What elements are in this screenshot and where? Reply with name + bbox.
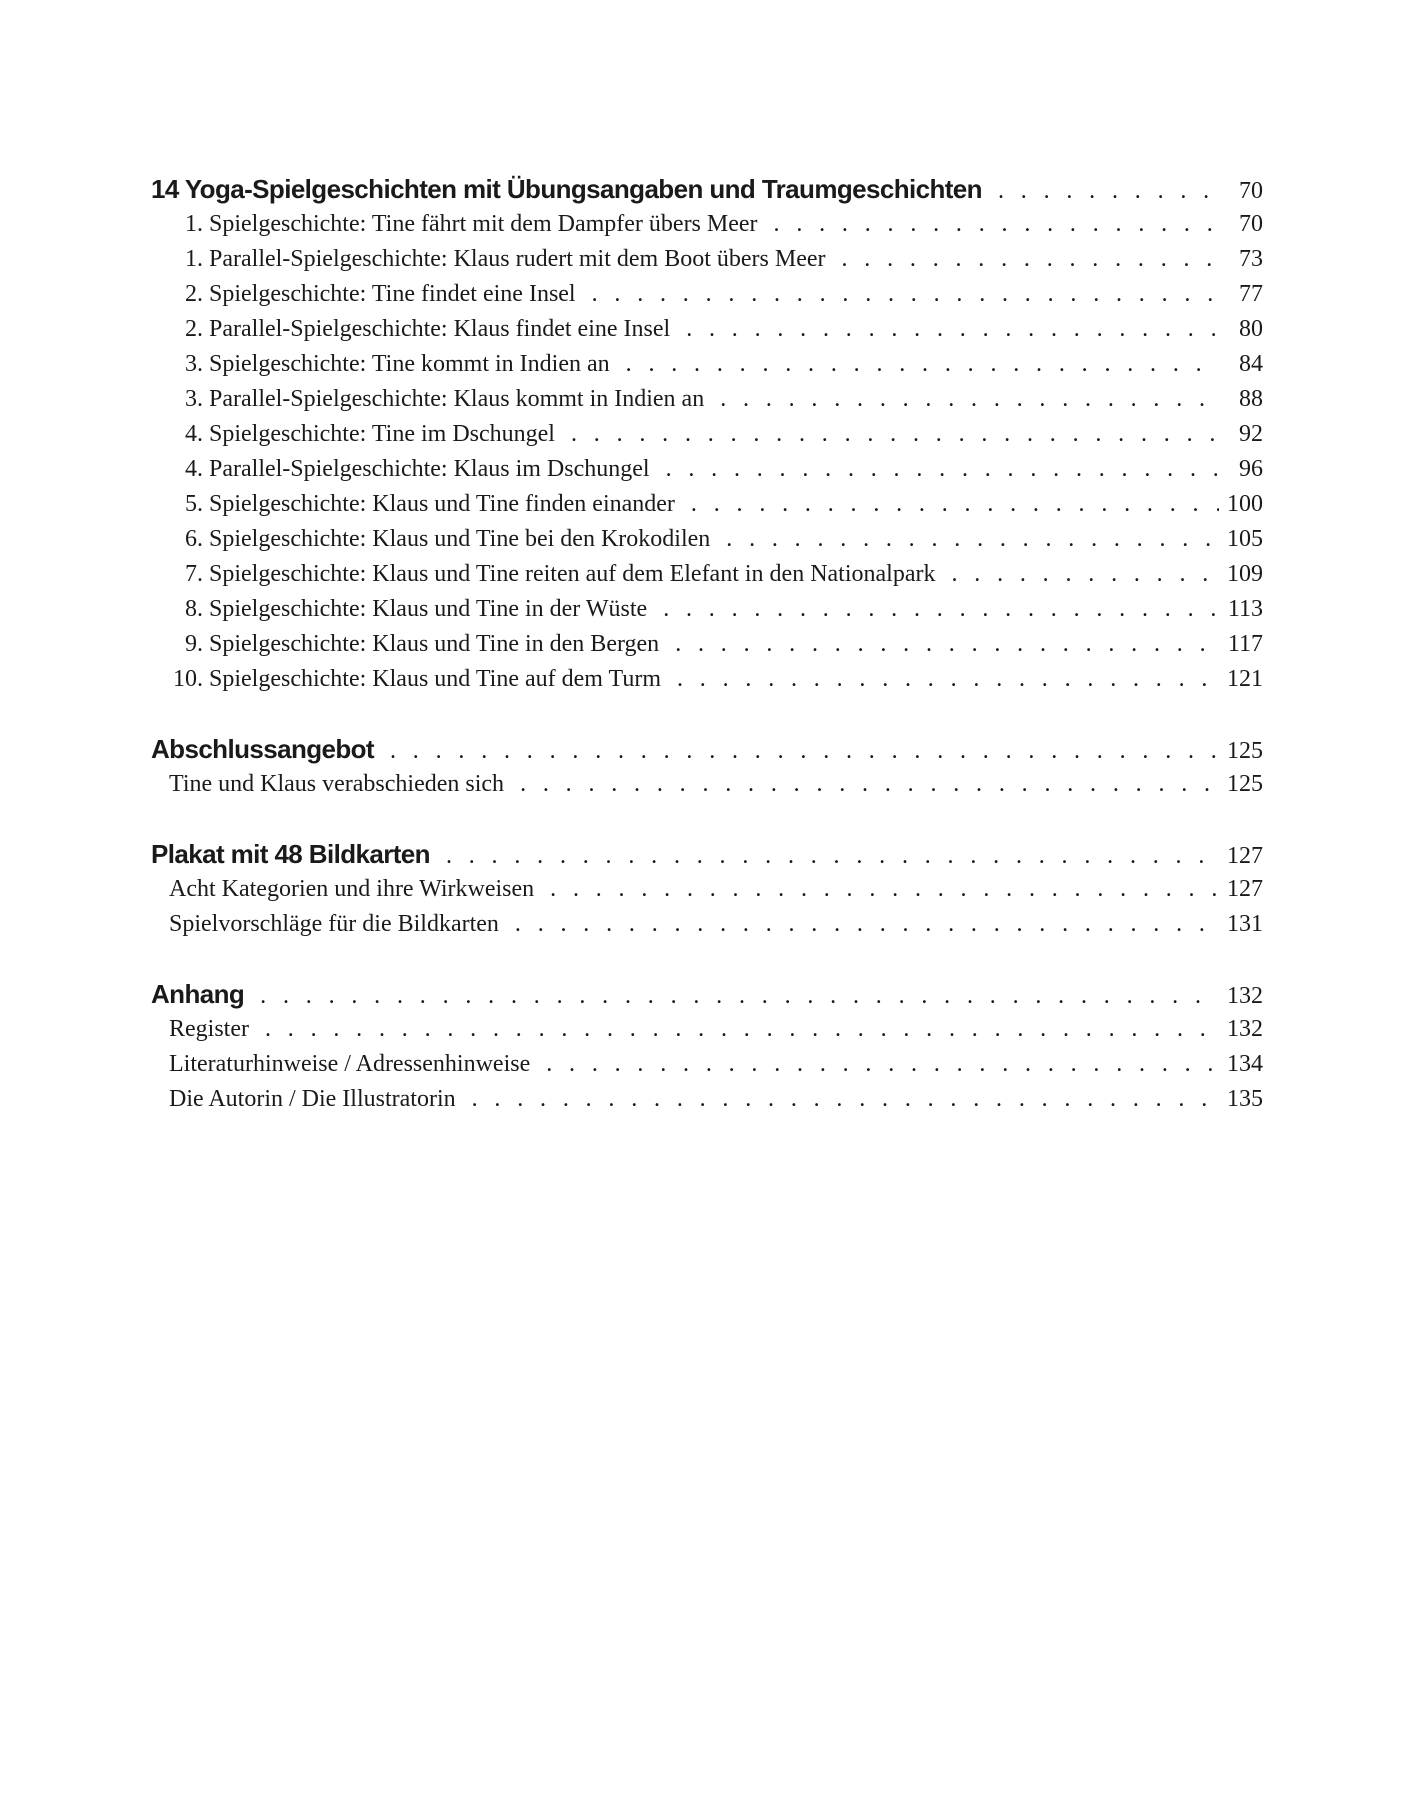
- entry-title: Spielgeschichte: Tine fährt mit dem Dampfer übers Meer: [209, 211, 758, 237]
- toc-entry: [151, 347, 1263, 382]
- section-title: Anhang: [151, 979, 245, 1009]
- entry-title: Parallel-Spielgeschichte: Klaus rudert mit dem Boot übers Meer: [209, 246, 826, 272]
- entry-title: Spielgeschichte: Klaus und Tine in den Bergen: [209, 631, 660, 657]
- toc-section-heading: [151, 172, 1263, 207]
- section-title: Abschlussangebot: [151, 734, 374, 764]
- toc-entry: [151, 207, 1263, 242]
- entry-title: Spielgeschichte: Klaus und Tine reiten auf dem Elefant in den Nationalpark: [209, 561, 936, 587]
- entry-number: 1.: [185, 211, 203, 237]
- entry-title: Spielgeschichte: Klaus und Tine in der Wüste: [209, 596, 648, 622]
- page-number: 127: [1227, 843, 1263, 869]
- entry-number: 4.: [185, 421, 203, 447]
- section-title: 14 Yoga-Spielgeschichten mit Übungsangaben und Traumgeschichten: [151, 174, 982, 204]
- toc-section-heading: [151, 837, 1263, 872]
- page-number: 84: [1239, 351, 1263, 377]
- page-number: 105: [1227, 526, 1263, 552]
- dot-leader: [663, 592, 1219, 627]
- toc-entry: [151, 1047, 1263, 1082]
- page-number: 117: [1227, 631, 1263, 657]
- entry-title: Spielgeschichte: Tine im Dschungel: [209, 421, 555, 447]
- page-number: 113: [1227, 596, 1263, 622]
- dot-leader: [686, 312, 1219, 347]
- entry-number: 7.: [185, 561, 203, 587]
- page-number: 88: [1239, 386, 1263, 412]
- page-number: 70: [1239, 178, 1263, 204]
- section-spacer: [151, 697, 1263, 732]
- toc-entry: [151, 277, 1263, 312]
- page-number: 125: [1227, 771, 1263, 797]
- page-number: 100: [1227, 491, 1263, 517]
- table-of-contents: [151, 172, 1263, 1117]
- dot-leader: [677, 662, 1219, 697]
- toc-entry: [151, 382, 1263, 417]
- entry-title: Parallel-Spielgeschichte: Klaus kommt in Indien an: [209, 386, 705, 412]
- page-number: 132: [1227, 1016, 1263, 1042]
- entry-number: 6.: [185, 526, 203, 552]
- entry-title: Die Autorin / Die Illustratorin: [169, 1086, 456, 1112]
- section-spacer: [151, 802, 1263, 837]
- entry-title: Spielvorschläge für die Bildkarten: [169, 911, 499, 937]
- toc-entry: [151, 872, 1263, 907]
- dot-leader: [726, 522, 1219, 557]
- page-number: 135: [1227, 1086, 1263, 1112]
- entry-title: Spielgeschichte: Klaus und Tine bei den Krokodilen: [209, 526, 711, 552]
- dot-leader: [675, 627, 1219, 662]
- section-spacer: [151, 942, 1263, 977]
- toc-entry: [151, 522, 1263, 557]
- dot-leader: [691, 487, 1219, 522]
- dot-leader: [446, 839, 1219, 874]
- entry-title: Parallel-Spielgeschichte: Klaus findet eine Insel: [209, 316, 671, 342]
- entry-title: Literaturhinweise / Adressenhinweise: [169, 1051, 531, 1077]
- toc-entry: [151, 452, 1263, 487]
- entry-title: Spielgeschichte: Klaus und Tine auf dem Turm: [209, 666, 661, 692]
- page-number: 70: [1239, 211, 1263, 237]
- page-number: 127: [1227, 876, 1263, 902]
- dot-leader: [720, 382, 1219, 417]
- page-number: 121: [1227, 666, 1263, 692]
- toc-entry: [151, 417, 1263, 452]
- entry-title: Spielgeschichte: Klaus und Tine finden einander: [209, 491, 675, 517]
- dot-leader: [550, 872, 1219, 907]
- dot-leader: [515, 907, 1219, 942]
- dot-leader: [998, 174, 1219, 209]
- entry-title: Tine und Klaus verabschieden sich: [169, 771, 505, 797]
- entry-number: 1.: [185, 246, 203, 272]
- page-number: 134: [1227, 1051, 1263, 1077]
- page-number: 77: [1239, 281, 1263, 307]
- dot-leader: [520, 767, 1219, 802]
- dot-leader: [571, 417, 1219, 452]
- dot-leader: [472, 1082, 1219, 1117]
- toc-entry: [151, 662, 1263, 697]
- page-number: 96: [1239, 456, 1263, 482]
- toc-entry: [151, 907, 1263, 942]
- page-number: 80: [1239, 316, 1263, 342]
- section-title: Plakat mit 48 Bildkarten: [151, 839, 430, 869]
- dot-leader: [666, 452, 1219, 487]
- dot-leader: [260, 979, 1219, 1014]
- dot-leader: [626, 347, 1219, 382]
- entry-title: Register: [169, 1016, 249, 1042]
- toc-entry: [151, 1082, 1263, 1117]
- page-number: 131: [1227, 911, 1263, 937]
- page-number: 109: [1227, 561, 1263, 587]
- entry-number: 10.: [173, 666, 203, 692]
- dot-leader: [774, 207, 1219, 242]
- dot-leader: [951, 557, 1219, 592]
- page-number: 125: [1227, 738, 1263, 764]
- dot-leader: [265, 1012, 1219, 1047]
- toc-entry: [151, 557, 1263, 592]
- dot-leader: [842, 242, 1220, 277]
- entry-number: 5.: [185, 491, 203, 517]
- entry-number: 4.: [185, 456, 203, 482]
- entry-title: Spielgeschichte: Tine kommt in Indien an: [209, 351, 610, 377]
- entry-number: 3.: [185, 351, 203, 377]
- page-number: 92: [1239, 421, 1263, 447]
- entry-number: 9.: [185, 631, 203, 657]
- page-number: 132: [1227, 983, 1263, 1009]
- entry-title: Parallel-Spielgeschichte: Klaus im Dschungel: [209, 456, 650, 482]
- entry-number: 2.: [185, 281, 203, 307]
- toc-section-heading: [151, 977, 1263, 1012]
- toc-entry: [151, 592, 1263, 627]
- dot-leader: [390, 734, 1219, 769]
- entry-number: 2.: [185, 316, 203, 342]
- toc-entry: [151, 487, 1263, 522]
- toc-entry: [151, 627, 1263, 662]
- toc-section-heading: [151, 732, 1263, 767]
- dot-leader: [592, 277, 1219, 312]
- entry-number: 3.: [185, 386, 203, 412]
- toc-entry: [151, 1012, 1263, 1047]
- page-number: 73: [1239, 246, 1263, 272]
- toc-entry: [151, 242, 1263, 277]
- toc-entry: [151, 312, 1263, 347]
- dot-leader: [546, 1047, 1219, 1082]
- entry-title: Spielgeschichte: Tine findet eine Insel: [209, 281, 576, 307]
- entry-number: 8.: [185, 596, 203, 622]
- entry-title: Acht Kategorien und ihre Wirkweisen: [169, 876, 535, 902]
- toc-entry: [151, 767, 1263, 802]
